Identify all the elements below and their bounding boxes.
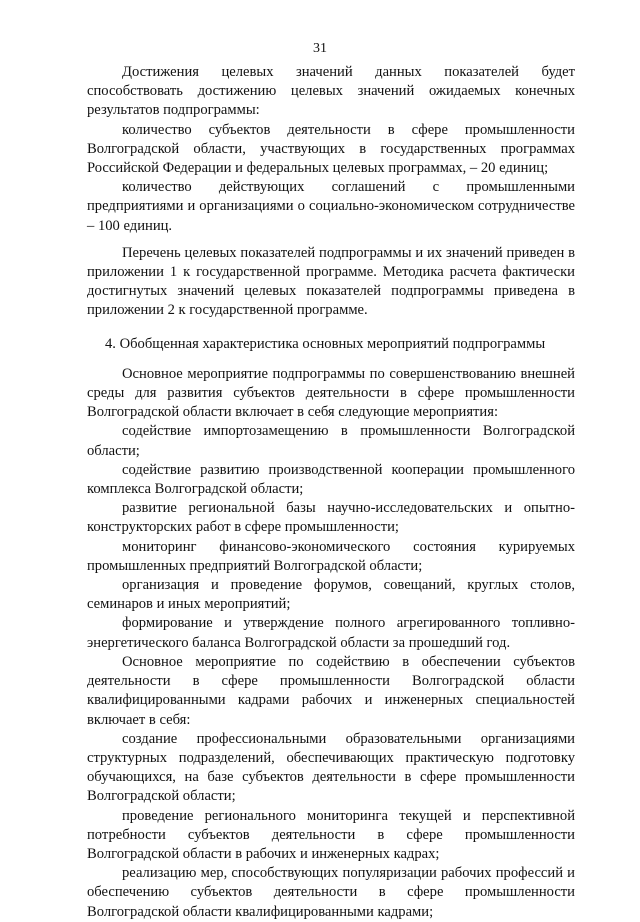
paragraph-subjects-count: количество субъектов деятельности в сфере промышленности Волгоградской области, участвующих в государственных программах Российской Федерации и федеральных целевых программах, – 20 единиц;	[87, 121, 575, 177]
list-item-regional-monitoring: проведение регионального мониторинга текущей и перспективной потребности субъектов деятельности в сфере промышленности Волгоградской области в рабочих и инженерных кадрах;	[87, 807, 575, 862]
paragraph-indicators-list: Перечень целевых показателей подпрограммы и их значений приведен в приложении 1 к государственной программе. Методика расчета фактически достигнутых значений целевых показателей подпрограммы приведена в приложении 2 к государственной программе.	[87, 244, 575, 319]
paragraph-main-activity-personnel: Основное мероприятие по содействию в обеспечении субъектов деятельности в сфере промышленности Волгоградской области квалифицированными кадрами рабочих и инженерных специальностей включает в себя:	[87, 653, 575, 728]
paragraph-agreements-count: количество действующих соглашений с промышленными предприятиями и организациями о социально-экономическом сотрудничестве – 100 единиц.	[87, 179, 575, 234]
list-item-structural-units: создание профессиональными образовательными организациями структурных подразделений, обеспечивающих практическую подготовку обучающихся, на базе субъектов деятельности в сфере промышленности Волгоградской области;	[87, 730, 575, 805]
paragraph-targets-intro: Достижения целевых значений данных показателей будет способствовать достижению целевых значений ожидаемых конечных результатов подпрограммы:	[87, 64, 575, 119]
list-item-cooperation: содействие развитию производственной кооперации промышленного комплекса Волгоградской области;	[87, 461, 575, 498]
list-item-import-substitution: содействие импортозамещению в промышленности Волгоградской области;	[87, 423, 575, 459]
list-item-monitoring: мониторинг финансово-экономического состояния курируемых промышленных предприятий Волгоградской области;	[87, 538, 575, 574]
paragraph-main-activity-environment: Основное мероприятие подпрограммы по совершенствованию внешней среды для развития субъектов деятельности в сфере промышленности Волгоградской области включает в себя следующие мероприятия:	[87, 365, 575, 421]
list-item-research-base: развитие региональной базы научно-исследовательских и опытно-конструкторских работ в сфере промышленности;	[87, 500, 575, 536]
list-item-forums: организация и проведение форумов, совещаний, круглых столов, семинаров и иных мероприятий;	[87, 577, 575, 613]
document-body	[87, 63, 575, 922]
section-heading: 4. Обобщенная характеристика основных мероприятий подпрограммы	[105, 335, 546, 352]
list-item-energy-balance: формирование и утверждение полного агрегированного топливно-энергетического баланса Волгоградской области за прошедший год.	[87, 615, 575, 651]
page-number: 31	[313, 41, 327, 56]
list-item-popularization: реализацию мер, способствующих популяризации рабочих профессий и обеспечению субъектов деятельности в сфере промышленности Волгоградской области квалифицированными кадрами;	[87, 865, 575, 920]
